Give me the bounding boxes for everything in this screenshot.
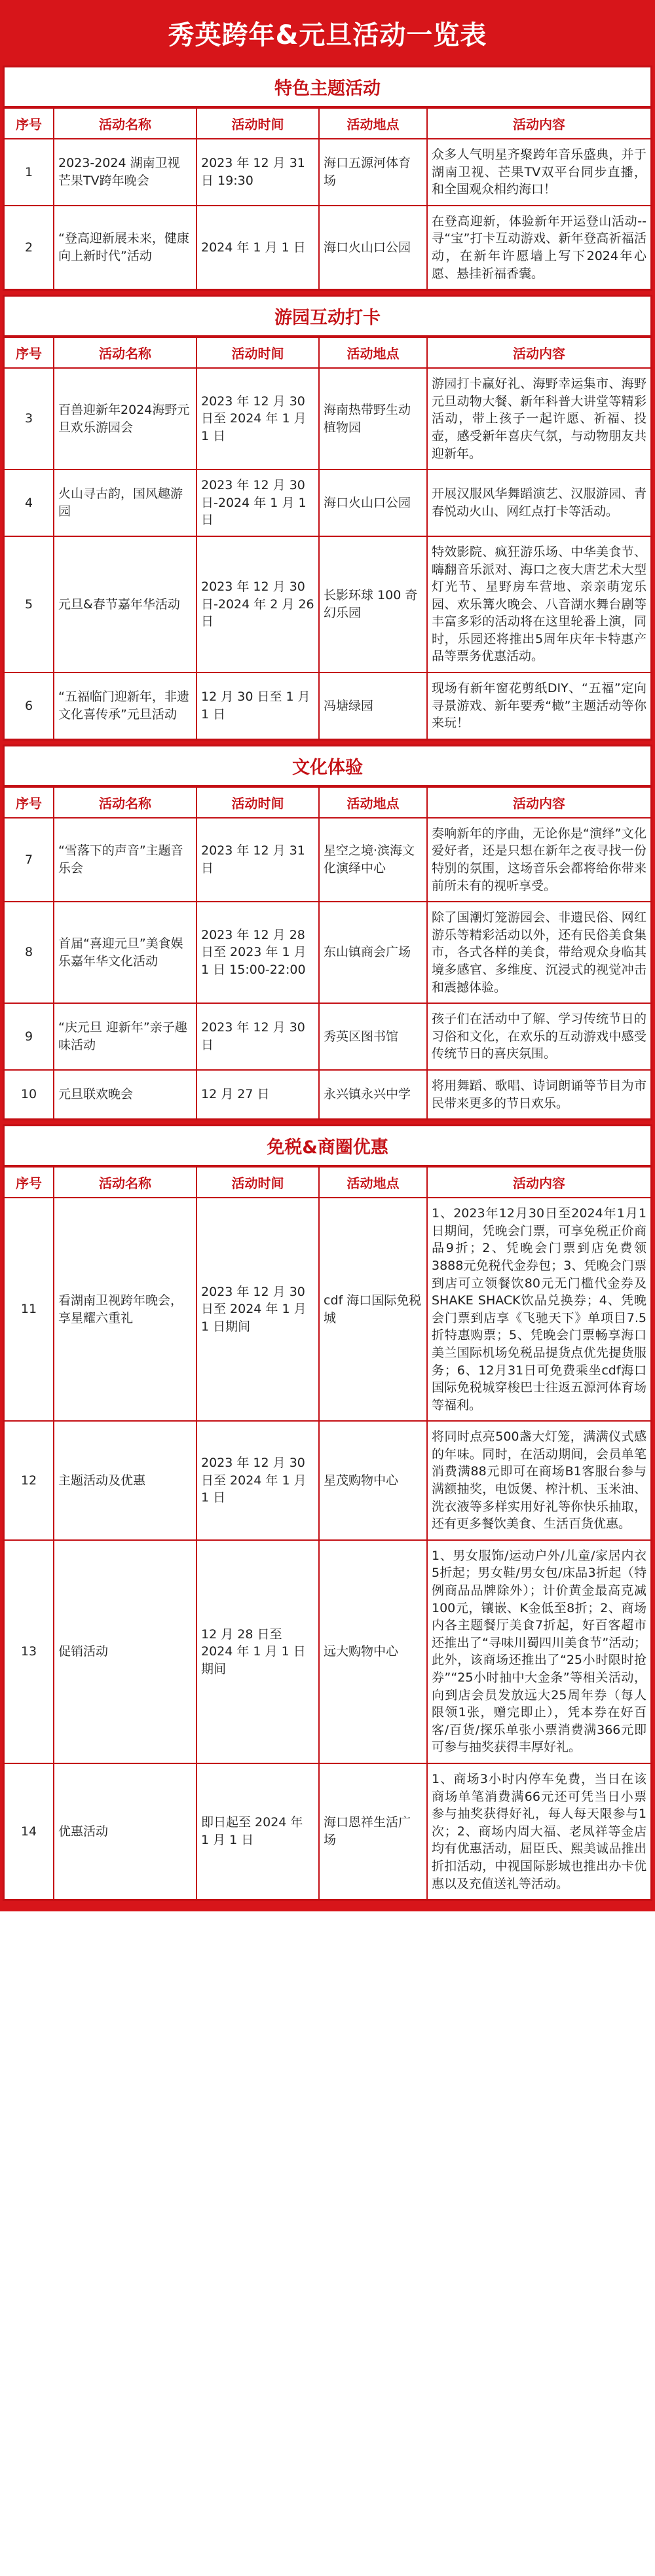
table-row <box>5 368 650 469</box>
header-content: 活动内容 <box>427 787 650 818</box>
cell-name: 促销活动 <box>54 1540 196 1763</box>
table-header-row <box>5 1167 650 1198</box>
table-row <box>5 206 650 289</box>
cell-time: 2023 年 12 月 30 日至 2024 年 1 月 1 日期间 <box>196 1198 319 1421</box>
cell-no: 5 <box>5 536 54 672</box>
page-title: 秀英跨年&元旦活动一览表 <box>168 20 487 50</box>
cell-no: 9 <box>5 1003 54 1070</box>
table-row <box>5 1003 650 1070</box>
cell-name: 元旦&春节嘉年华活动 <box>54 536 196 672</box>
sections-container <box>3 65 652 1901</box>
cell-time: 2023 年 12 月 31 日 <box>196 818 319 902</box>
cell-no: 1 <box>5 139 54 206</box>
cell-time: 2023 年 12 月 30 日 <box>196 1003 319 1070</box>
cell-no: 14 <box>5 1763 54 1899</box>
cell-place: 远大购物中心 <box>319 1540 427 1763</box>
cell-time: 12 月 30 日至 1 月 1 日 <box>196 672 319 739</box>
cell-no: 2 <box>5 206 54 289</box>
cell-content: 将用舞蹈、歌唱、诗词朗诵等节目为市民带来更多的节日欢乐。 <box>427 1070 650 1118</box>
header-time: 活动时间 <box>196 1167 319 1198</box>
activity-section <box>3 295 652 741</box>
section-title: 免税&商圈优惠 <box>5 1126 650 1166</box>
cell-content: 1、商场3小时内停车免费，当日在该商场单笔消费满66元还可凭当日小票参与抽奖获得好礼，每人每天限参与1次；2、商场内周大福、老凤祥等金店均有优惠活动，屈臣氏、熙美诚品推出折扣活动，中视国际影城也推出办卡优惠以及充值送礼等活动。 <box>427 1763 650 1899</box>
activity-section <box>3 65 652 291</box>
cell-name: “登高迎新展未来，健康向上新时代”活动 <box>54 206 196 289</box>
cell-name: 元旦联欢晚会 <box>54 1070 196 1118</box>
cell-time: 即日起至 2024 年 1 月 1 日 <box>196 1763 319 1899</box>
cell-place: 长影环球 100 奇幻乐园 <box>319 536 427 672</box>
cell-no: 3 <box>5 368 54 469</box>
table-header-row <box>5 337 650 368</box>
table-row <box>5 818 650 902</box>
cell-time: 2023 年 12 月 28 日至 2023 年 1 月 1 日 15:00-22:00 <box>196 902 319 1003</box>
cell-content: 将同时点亮500盏大灯笼，满满仪式感的年味。同时，在活动期间，会员单笔消费满88元即可在商场B1客服台参与满额抽奖，电饭煲、榨汁机、玉米油、洗衣液等多样实用好礼等你快乐抽取，还有更多餐饮美食、生活百货优惠。 <box>427 1421 650 1540</box>
cell-content: 1、男女服饰/运动户外/儿童/家居内衣5折起；男女鞋/男女包/床品3折起（特例商品品牌除外）；计价黄金最高克减100元，镶嵌、K金低至8折；2、商场内各主题餐厅美食7折起，好百客超市还推出了“寻味川蜀四川美食节”活动；此外，该商场还推出了“25小时限时抢券”“25小时抽中大金条”等相关活动，向到店会员发放远大25周年券（每人限领1张，赠完即止），凭本券在好百客/百货/探乐单张小票消费满366元即可参与抽奖获得丰厚好礼。 <box>427 1540 650 1763</box>
table-header-row <box>5 787 650 818</box>
cell-place: 冯塘绿园 <box>319 672 427 739</box>
activity-section <box>3 745 652 1120</box>
header-place: 活动地点 <box>319 337 427 368</box>
header-name: 活动名称 <box>54 787 196 818</box>
cell-content: 现场有新年窗花剪纸DIY、“五福”定向寻景游戏、新年要秀“橄”主题活动等你来玩！ <box>427 672 650 739</box>
cell-name: 看湖南卫视跨年晚会，享星耀六重礼 <box>54 1198 196 1421</box>
cell-time: 12 月 27 日 <box>196 1070 319 1118</box>
cell-place: 星茂购物中心 <box>319 1421 427 1540</box>
header-name: 活动名称 <box>54 337 196 368</box>
table-row <box>5 1540 650 1763</box>
activity-table <box>5 1166 650 1899</box>
cell-place: 星空之境·滨海文化演绎中心 <box>319 818 427 902</box>
cell-place: 海口恩祥生活广场 <box>319 1763 427 1899</box>
table-row <box>5 1198 650 1421</box>
header-place: 活动地点 <box>319 787 427 818</box>
header-no: 序号 <box>5 108 54 139</box>
cell-time: 2023 年 12 月 30 日-2024 年 2 月 26 日 <box>196 536 319 672</box>
cell-place: 海口火山口公园 <box>319 469 427 536</box>
section-title: 特色主题活动 <box>5 67 650 107</box>
cell-name: 主题活动及优惠 <box>54 1421 196 1540</box>
table-header-row <box>5 108 650 139</box>
cell-time: 2023 年 12 月 30 日至 2024 年 1 月 1 日 <box>196 368 319 469</box>
cell-place: 秀英区图书馆 <box>319 1003 427 1070</box>
cell-name: “五福临门迎新年，非遗文化喜传承”元旦活动 <box>54 672 196 739</box>
cell-no: 12 <box>5 1421 54 1540</box>
cell-name: 火山寻古韵，国风趣游园 <box>54 469 196 536</box>
activity-section <box>3 1124 652 1901</box>
cell-no: 6 <box>5 672 54 739</box>
table-row <box>5 1763 650 1899</box>
cell-time: 2024 年 1 月 1 日 <box>196 206 319 289</box>
cell-content: 奏响新年的序曲，无论你是“演绎”文化爱好者，还是只想在新年之夜寻找一份特别的氛围，这场音乐会都将给你带来前所未有的视听享受。 <box>427 818 650 902</box>
cell-content: 游园打卡赢好礼、海野幸运集市、海野元旦动物大餐、新年科普大讲堂等精彩活动，带上孩子一起许愿、祈福、投壶，感受新年喜庆气氛，与动物朋友共迎新年。 <box>427 368 650 469</box>
header-no: 序号 <box>5 787 54 818</box>
header-no: 序号 <box>5 1167 54 1198</box>
table-row <box>5 139 650 206</box>
cell-place: cdf 海口国际免税城 <box>319 1198 427 1421</box>
cell-name: 百兽迎新年2024海野元旦欢乐游园会 <box>54 368 196 469</box>
section-title: 游园互动打卡 <box>5 297 650 337</box>
cell-name: 2023-2024 湖南卫视芒果TV跨年晚会 <box>54 139 196 206</box>
cell-time: 2023 年 12 月 31日 19:30 <box>196 139 319 206</box>
cell-place: 海口火山口公园 <box>319 206 427 289</box>
activity-table <box>5 107 650 289</box>
cell-no: 11 <box>5 1198 54 1421</box>
cell-no: 8 <box>5 902 54 1003</box>
table-row <box>5 536 650 672</box>
table-row <box>5 902 650 1003</box>
cell-content: 开展汉服风华舞蹈演艺、汉服游园、青春悦动火山、网红点打卡等活动。 <box>427 469 650 536</box>
header-time: 活动时间 <box>196 108 319 139</box>
cell-time: 12 月 28 日至 2024 年 1 月 1 日期间 <box>196 1540 319 1763</box>
header-place: 活动地点 <box>319 108 427 139</box>
header-name: 活动名称 <box>54 108 196 139</box>
table-row <box>5 469 650 536</box>
cell-place: 东山镇商会广场 <box>319 902 427 1003</box>
cell-name: 首届“喜迎元旦”美食娱乐嘉年华文化活动 <box>54 902 196 1003</box>
cell-place: 海口五源河体育场 <box>319 139 427 206</box>
header-no: 序号 <box>5 337 54 368</box>
section-title: 文化体验 <box>5 746 650 786</box>
cell-name: 优惠活动 <box>54 1763 196 1899</box>
header-time: 活动时间 <box>196 337 319 368</box>
cell-name: “雪落下的声音”主题音乐会 <box>54 818 196 902</box>
cell-content: 1、2023年12月30日至2024年1月1日期间，凭晚会门票，可享免税正价商品9折；2、凭晚会门票到店免费领3888元免税代金券包；3、凭晚会门票到店可立领餐饮80元无门槛代金券及SHAKE SHACK饮品兑换券；4、凭晚会门票到店享《飞驰天下》单项目7.5折特惠购票；5、凭晚会门票畅享海口美兰国际机场免税品提货点优先提货服务；6、12月31日可免费乘坐cdf海口国际免税城穿梭巴士往返五源河体育场等福利。 <box>427 1198 650 1421</box>
table-row <box>5 1421 650 1540</box>
table-row <box>5 1070 650 1118</box>
cell-place: 海南热带野生动植物园 <box>319 368 427 469</box>
activity-table <box>5 337 650 739</box>
header-name: 活动名称 <box>54 1167 196 1198</box>
table-row <box>5 672 650 739</box>
cell-content: 众多人气明星齐聚跨年音乐盛典，并于湖南卫视、芒果TV双平台同步直播，和全国观众相约海口！ <box>427 139 650 206</box>
cell-content: 特效影院、疯狂游乐场、中华美食节、嗨翻音乐派对、海口之夜大唐艺术大型灯光节、星野房车营地、亲亲萌宠乐园、欢乐篝火晚会、八音湖水舞台剧等丰富多彩的活动将在这里轮番上演，同时，乐园还将推出5周年庆年卡特惠产品等票务优惠活动。 <box>427 536 650 672</box>
cell-time: 2023 年 12 月 30 日至 2024 年 1 月 1 日 <box>196 1421 319 1540</box>
header-time: 活动时间 <box>196 787 319 818</box>
cell-no: 4 <box>5 469 54 536</box>
cell-no: 7 <box>5 818 54 902</box>
cell-content: 在登高迎新，体验新年开运登山活动--寻“宝”打卡互动游戏、新年登高祈福活动，在新年许愿墙上写下2024年心愿、悬挂祈福香囊。 <box>427 206 650 289</box>
header-place: 活动地点 <box>319 1167 427 1198</box>
cell-content: 除了国潮灯笼游园会、非遗民俗、网红游乐等精彩活动以外，还有民俗美食集市，各式各样的美食，带给观众身临其境多感官、多维度、沉浸式的视觉冲击和震撼体验。 <box>427 902 650 1003</box>
cell-no: 10 <box>5 1070 54 1118</box>
cell-content: 孩子们在活动中了解、学习传统节日的习俗和文化，在欢乐的互动游戏中感受传统节日的喜庆氛围。 <box>427 1003 650 1070</box>
cell-name: “庆元旦 迎新年”亲子趣味活动 <box>54 1003 196 1070</box>
header-content: 活动内容 <box>427 1167 650 1198</box>
header-content: 活动内容 <box>427 337 650 368</box>
cell-time: 2023 年 12 月 30 日-2024 年 1 月 1 日 <box>196 469 319 536</box>
cell-place: 永兴镇永兴中学 <box>319 1070 427 1118</box>
cell-no: 13 <box>5 1540 54 1763</box>
header-content: 活动内容 <box>427 108 650 139</box>
activity-table <box>5 786 650 1118</box>
